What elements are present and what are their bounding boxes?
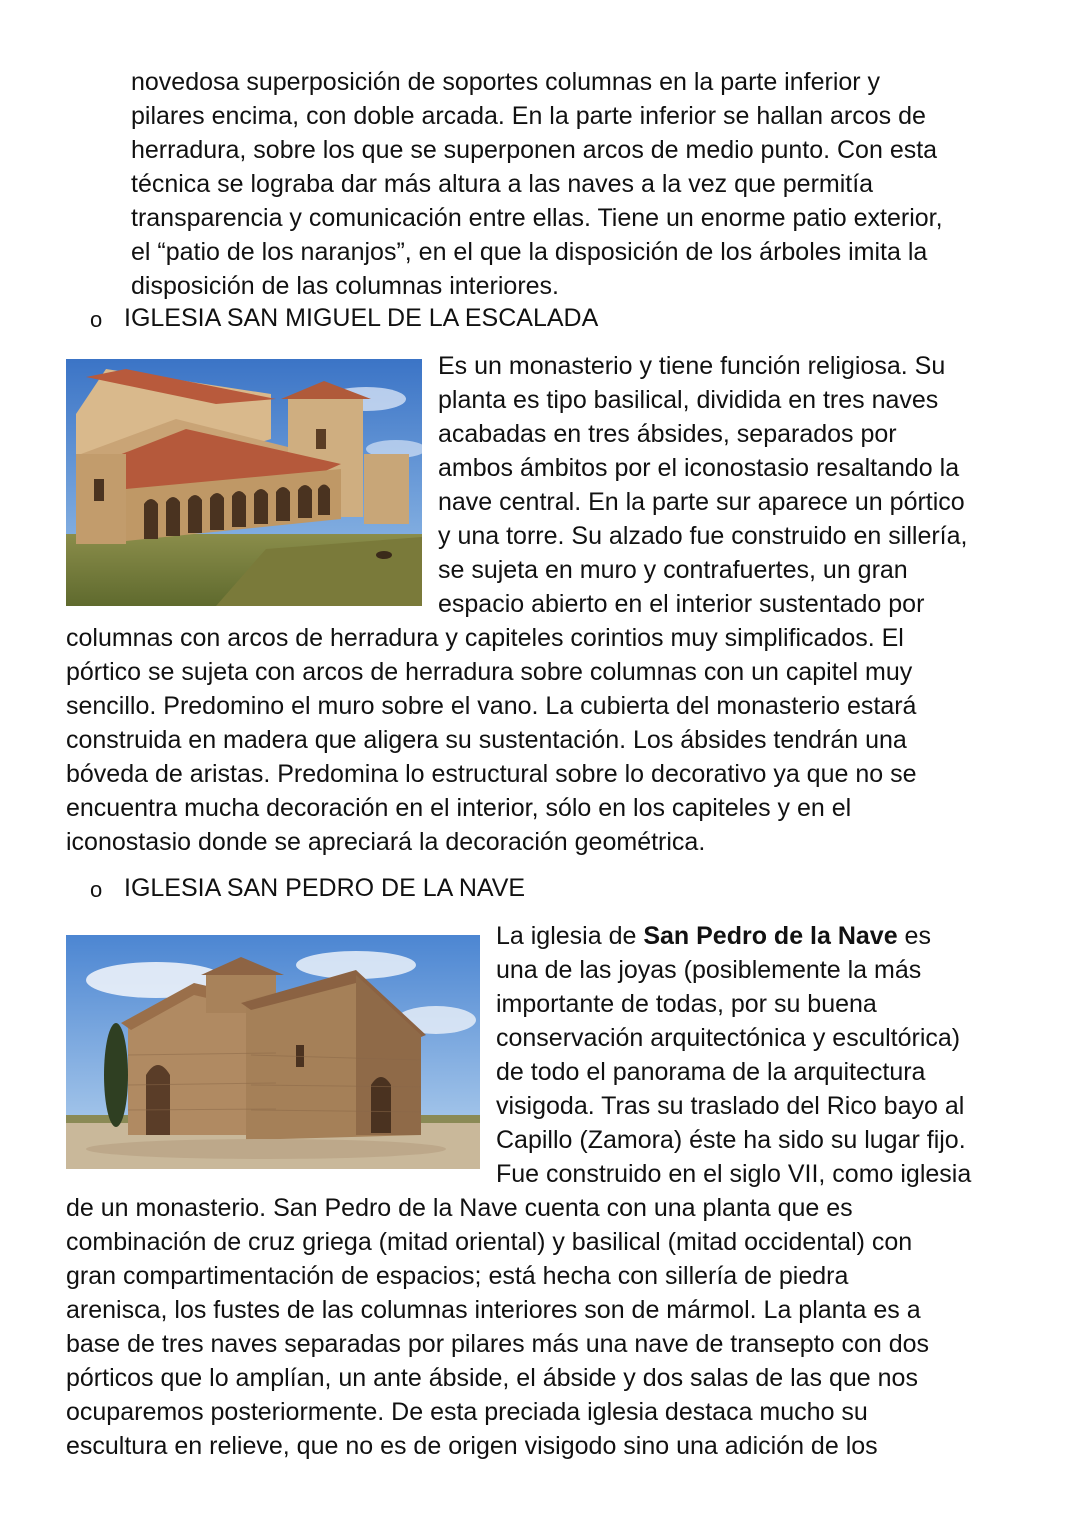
- text-line: pórticos que lo amplían, un ante ábside, el ábside y dos salas de las que nos: [66, 1364, 918, 1392]
- text-line: iconostasio donde se apreciará la decoración geométrica.: [66, 828, 706, 856]
- text-line: nave central. En la parte sur aparece un pórtico: [438, 488, 965, 516]
- san-pedro-photo: [66, 935, 480, 1169]
- text-line: de todo el panorama de la arquitectura: [496, 1058, 926, 1086]
- san-pedro-illustration: [66, 935, 480, 1169]
- text-line: ocuparemos posteriormente. De esta preciada iglesia destaca mucho su: [66, 1398, 868, 1426]
- text-line: acabadas en tres ábsides, separados por: [438, 420, 897, 448]
- list-bullet: o: [90, 877, 103, 902]
- text-line: Fue construido en el siglo VII, como iglesia: [496, 1160, 972, 1188]
- text-line: ambos ámbitos por el iconostasio resaltando la: [438, 454, 960, 482]
- text-line: se sujeta en muro y contrafuertes, un gran: [438, 556, 908, 584]
- text-line: de un monasterio. San Pedro de la Nave cuenta con una planta que es: [66, 1194, 853, 1222]
- text-line: y una torre. Su alzado fue construido en sillería,: [438, 522, 968, 550]
- text-run: es: [897, 922, 931, 950]
- text-run: La iglesia de: [496, 922, 644, 950]
- text-line: columnas con arcos de herradura y capiteles corintios muy simplificados. El: [66, 624, 904, 652]
- section-heading-san-miguel: IGLESIA SAN MIGUEL DE LA ESCALADA: [124, 304, 599, 332]
- text-line: Es un monasterio y tiene función religiosa. Su: [438, 352, 946, 380]
- text-line: herradura, sobre los que se superponen arcos de medio punto. Con esta: [131, 136, 938, 164]
- text-line: técnica se lograba dar más altura a las naves a la vez que permitía: [131, 170, 874, 198]
- text-line: novedosa superposición de soportes columnas en la parte inferior y: [131, 68, 881, 96]
- text-line: pilares encima, con doble arcada. En la parte inferior se hallan arcos de: [131, 102, 926, 130]
- text-line: Capillo (Zamora) éste ha sido su lugar fijo.: [496, 1126, 966, 1154]
- text-line: disposición de las columnas interiores.: [131, 272, 559, 300]
- text-line: importante de todas, por su buena: [496, 990, 877, 1018]
- text-line: espacio abierto en el interior sustentado por: [438, 590, 925, 618]
- section-heading-san-pedro: IGLESIA SAN PEDRO DE LA NAVE: [124, 874, 526, 902]
- text-line: escultura en relieve, que no es de origen visigodo sino una adición de los: [66, 1432, 878, 1460]
- text-line: combinación de cruz griega (mitad oriental) y basilical (mitad occidental) con: [66, 1228, 913, 1256]
- text-line: sencillo. Predomino el muro sobre el vano. La cubierta del monasterio estará: [66, 692, 917, 720]
- text-line-first: [496, 919, 931, 953]
- church-name-bold: San Pedro de la Nave: [643, 922, 898, 950]
- text-line: pórtico se sujeta con arcos de herradura sobre columnas con un capitel muy: [66, 658, 913, 686]
- text-line: una de las joyas (posiblemente la más: [496, 956, 922, 984]
- text-line: gran compartimentación de espacios; está hecha con sillería de piedra: [66, 1262, 849, 1290]
- text-line: transparencia y comunicación entre ellas. Tiene un enorme patio exterior,: [131, 204, 943, 232]
- text-line: planta es tipo basilical, dividida en tres naves: [438, 386, 939, 414]
- text-line: encuentra mucha decoración en el interior, sólo en los capiteles y en el: [66, 794, 852, 822]
- list-bullet: o: [90, 307, 103, 332]
- text-line: bóveda de aristas. Predomina lo estructural sobre lo decorativo ya que no se: [66, 760, 917, 788]
- text-line: base de tres naves separadas por pilares más una nave de transepto con dos: [66, 1330, 930, 1358]
- san-miguel-photo: [66, 359, 422, 606]
- san-miguel-illustration: [66, 359, 422, 606]
- text-line: visigoda. Tras su traslado del Rico bayo al: [496, 1092, 965, 1120]
- text-line: arenisca, los fustes de las columnas interiores son de mármol. La planta es a: [66, 1296, 921, 1324]
- text-line: construida en madera que aligera su sustentación. Los ábsides tendrán una: [66, 726, 907, 754]
- text-line: conservación arquitectónica y escultórica): [496, 1024, 961, 1052]
- text-line: el “patio de los naranjos”, en el que la disposición de los árboles imita la: [131, 238, 928, 266]
